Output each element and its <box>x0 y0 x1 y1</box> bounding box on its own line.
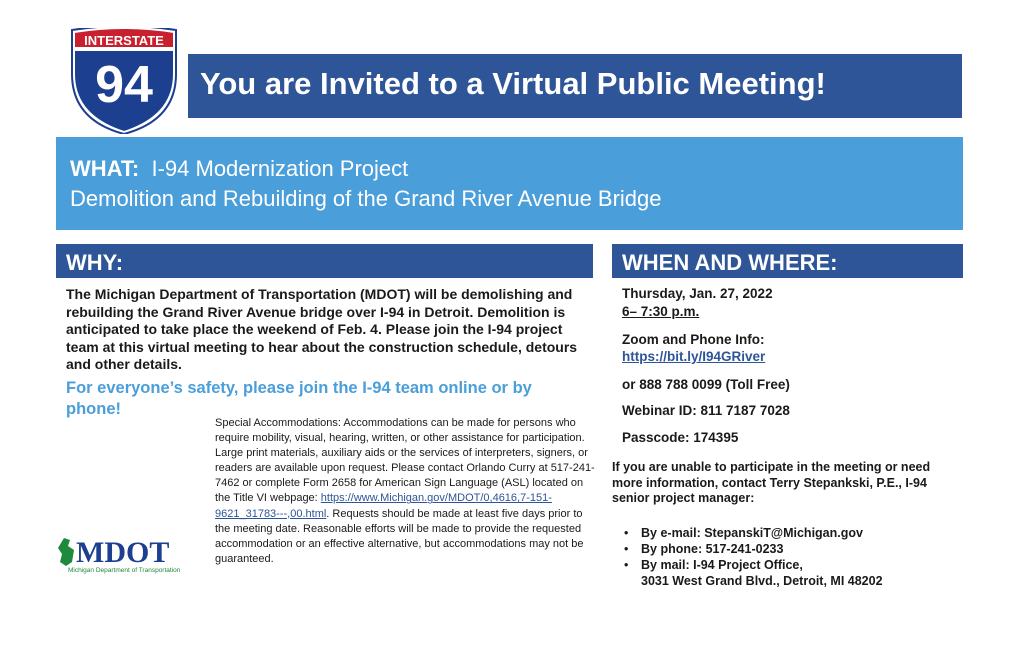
when-where-heading: WHEN AND WHERE: <box>622 250 838 275</box>
zoom-label: Zoom and Phone Info: <box>622 332 765 347</box>
page-title: You are Invited to a Virtual Public Meeting! <box>200 66 826 101</box>
bullet-icon: • <box>624 526 629 540</box>
bullet-icon: • <box>624 558 629 572</box>
accommodations-text: Special Accommodations: Accommodations can be made for persons who require mobility, visual, hearing, written, or other assistance for participation. Large print materials, auxiliary aids or the services of interpreters, signers, or readers are available upon request. Please contact Orlando Curry at 517-241-7462 or complete Form 2658 for American Sign Language (ASL) located on the Title VI webpage: <box>215 417 595 505</box>
shield-banner-text: INTERSTATE <box>84 33 164 48</box>
zoom-link[interactable]: https://bit.ly/I94GRiver <box>622 349 766 364</box>
contact-mail-address: 3031 West Grand Blvd., Detroit, MI 48202 <box>641 574 883 588</box>
what-line-project <box>70 156 408 182</box>
contact-phone: By phone: 517-241-0233 <box>641 542 784 556</box>
safety-notice: For everyone’s safety, please join the I-94 team online or by phone! <box>66 379 532 418</box>
accommodations-text-after: . Requests should be made at least five days prior to the meeting date. Reasonable efforts will be made to provide the requested accommodation or an effective alternative, but accommodations may not be guaranteed. <box>215 507 584 565</box>
special-accommodations <box>215 416 595 567</box>
meeting-date: Thursday, Jan. 27, 2022 <box>622 286 773 301</box>
contact-email[interactable]: By e-mail: StepanskiT@Michigan.gov <box>641 526 863 540</box>
webinar-id: Webinar ID: 811 7187 7028 <box>622 403 790 418</box>
contact-intro: If you are unable to participate in the meeting or need more information, contact Terry Stepankski, P.E., I-94 senior project manager: <box>612 460 931 506</box>
shield-number: 94 <box>95 56 153 114</box>
interstate-94-shield <box>68 28 180 134</box>
what-project: I-94 Modernization Project <box>151 156 409 181</box>
why-header-bar <box>56 244 593 278</box>
what-label: WHAT: <box>70 156 140 181</box>
what-subtitle: Demolition and Rebuilding of the Grand River Avenue Bridge <box>70 186 662 211</box>
mdot-logo <box>56 528 206 576</box>
bullet-icon: • <box>624 542 629 556</box>
title-vi-link[interactable]: https://www.Michigan.gov/MDOT/0,4616,7-151-9621_31783---,00.html <box>215 492 552 520</box>
contact-mail: By mail: I-94 Project Office, <box>641 558 803 572</box>
meeting-time: 6– 7:30 p.m. <box>622 304 700 319</box>
why-description: The Michigan Department of Transportation (MDOT) will be demolishing and rebuilding the Grand River Avenue bridge over I-94 in Detroit. Demolition is anticipated to take place the weekend of Feb. 4. Please join the I-94 project team at this virtual meeting to hear about the construction schedule, detours and other details. <box>66 286 578 373</box>
passcode: Passcode: 174395 <box>622 430 739 445</box>
mdot-logo-tagline: Michigan Department of Transportation <box>68 567 181 574</box>
michigan-icon <box>58 538 74 566</box>
mdot-logo-text: MDOT <box>76 536 170 569</box>
what-banner <box>56 137 963 230</box>
why-heading: WHY: <box>66 250 124 275</box>
phone-number: or 888 788 0099 (Toll Free) <box>622 377 790 392</box>
